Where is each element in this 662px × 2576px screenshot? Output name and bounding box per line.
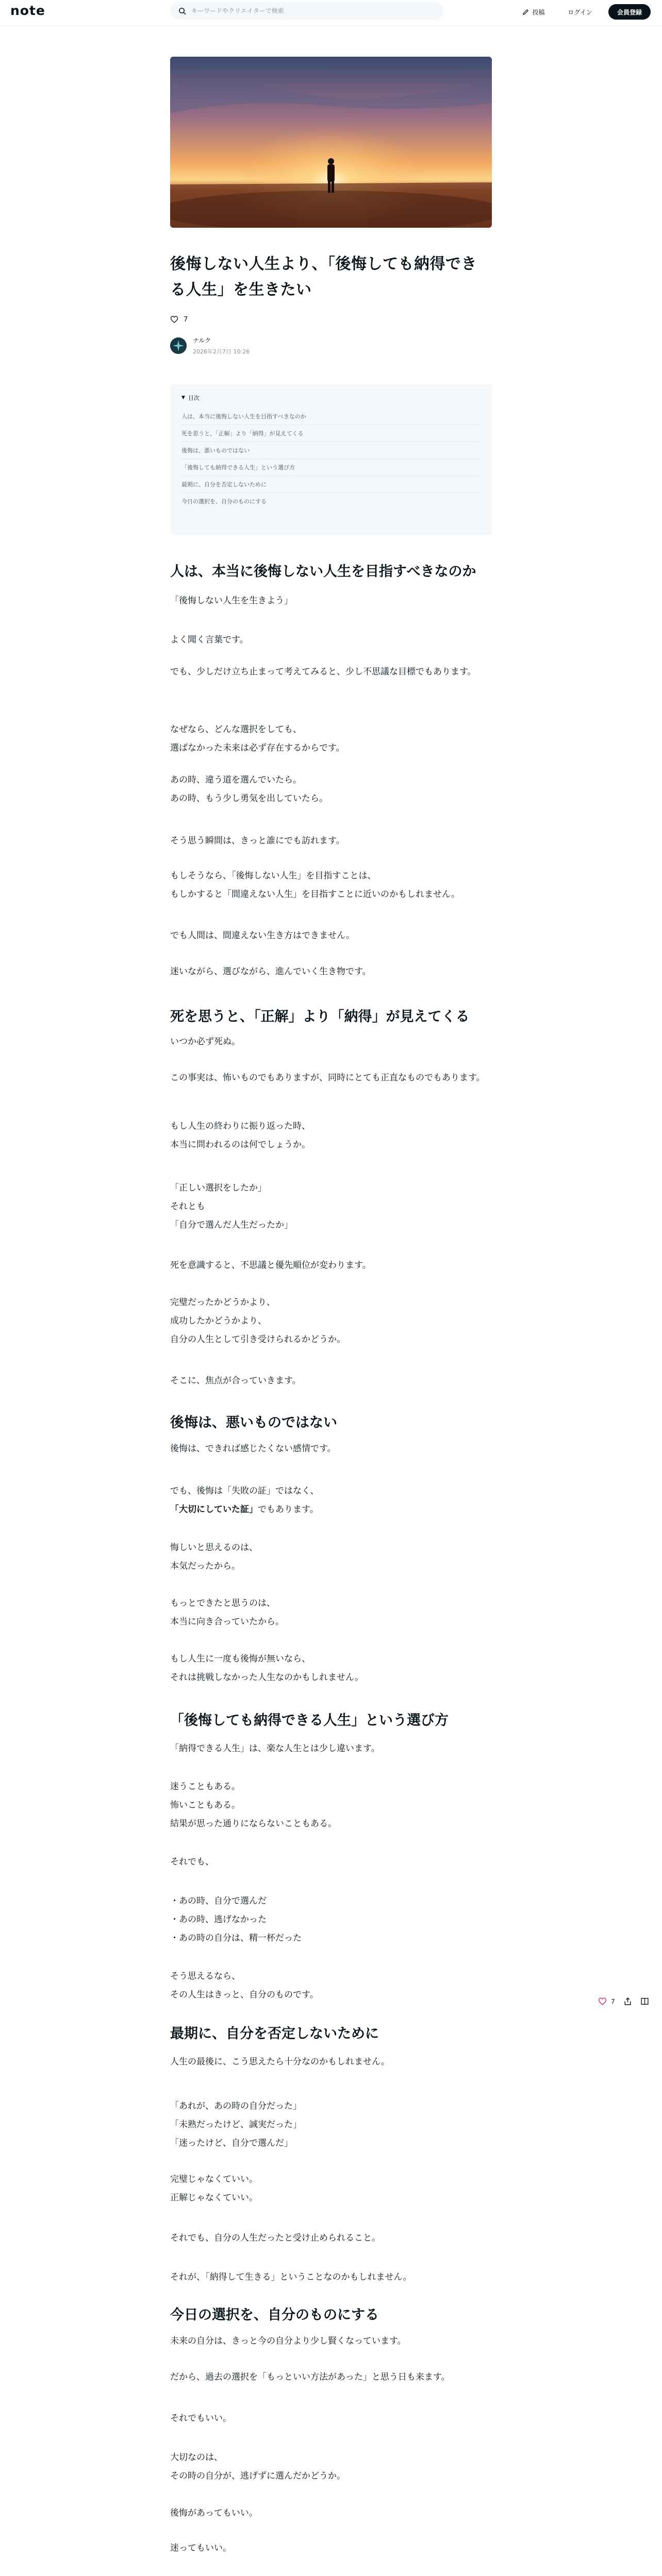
hero-image	[170, 57, 492, 228]
side-like-button[interactable]	[598, 1997, 607, 2006]
pencil-icon	[522, 9, 529, 15]
toc-item[interactable]: 「後悔しても納得できる人生」という選び方	[181, 459, 481, 476]
toc-toggle[interactable]	[181, 394, 481, 402]
signup-button[interactable]: 会員登録	[608, 4, 651, 20]
paragraph: なぜなら、どんな選択をしても、 選ばなかった未来は必ず存在するからです。	[170, 724, 345, 753]
side-share-button[interactable]	[623, 1997, 632, 2006]
paragraph: もっとできたと思うのは、 本当に向き合っていたから。	[170, 1598, 284, 1627]
paragraph: それでも、	[170, 1857, 214, 1867]
paragraph: それが、「納得して生きる」ということなのかもしれません。	[170, 2272, 412, 2282]
paragraph: だから、過去の選択を「もっといい方法があった」と思う日も来ます。	[170, 2372, 450, 2382]
paragraph: 「正しい選択をしたか」 それとも 「自分で選んだ人生だったか」	[170, 1183, 293, 1230]
author-name[interactable]: ナルク	[193, 337, 211, 344]
heart-outline-icon	[170, 315, 178, 324]
paragraph: それでもいい。	[170, 2413, 231, 2424]
article-title: 後悔しない人生より、「後悔しても納得できる人生」を生きたい	[170, 255, 477, 299]
paragraph: そう思う瞬間は、きっと誰にでも訪れます。	[170, 836, 345, 846]
search-input[interactable]	[191, 7, 439, 14]
paragraph: 死を意識すると、不思議と優先順位が変わります。	[170, 1260, 371, 1270]
post-button[interactable]	[516, 4, 552, 20]
toc-item[interactable]: 人は、本当に後悔しない人生を目指すべきなのか	[181, 408, 481, 425]
section-heading: 死を思うと、「正解」より「納得」が見えてくる	[170, 1009, 470, 1025]
paragraph: 完璧だったかどうかより、 成功したかどうかより、 自分の人生として引き受けられるかどうか。	[170, 1297, 345, 1345]
paragraph: 人生の最後に、こう思えたら十分なのかもしれません。	[170, 2057, 390, 2067]
section-heading: 今日の選択を、自分のものにする	[170, 2307, 379, 2323]
table-of-contents	[170, 384, 492, 535]
paragraph: ・あの時、自分で選んだ ・あの時、逃げなかった ・あの時の自分は、精一杯だった	[170, 1896, 302, 1943]
article-like-summary[interactable]	[170, 315, 492, 324]
toc-item[interactable]: 後悔は、悪いものではない	[181, 442, 481, 459]
paragraph: 「納得できる人生」は、楽な人生とは少し違います。	[170, 1743, 380, 1754]
author-avatar[interactable]	[170, 337, 187, 354]
paragraph: いつか必ず死ぬ。	[170, 1037, 240, 1047]
text-span: でも、後悔は「失敗の証」ではなく、	[170, 1486, 319, 1496]
side-magazine-button[interactable]	[640, 1997, 649, 2006]
side-like-count: 7	[611, 1997, 615, 2005]
author-byline[interactable]	[170, 335, 492, 357]
floating-action-bar	[598, 1997, 649, 2006]
like-count: 7	[184, 315, 188, 324]
paragraph: 「あれが、あの時の自分だった」 「未熟だったけど、誠実だった」 「迷ったけど、自分で選んだ」	[170, 2101, 302, 2148]
toc-item[interactable]: 今日の選択を、自分のものにする	[181, 498, 267, 505]
paragraph: でも人間は、間違えない生き方はできません。	[170, 930, 355, 941]
paragraph: この事実は、怖いものでもありますが、同時にとても正直なものでもあります。	[170, 1073, 485, 1083]
paragraph: 完璧じゃなくていい。 正解じゃなくていい。	[170, 2174, 258, 2203]
paragraph: 後悔は、できれば感じたくない感情です。	[170, 1444, 336, 1454]
paragraph: よく聞く言葉です。	[170, 635, 249, 645]
paragraph: 未来の自分は、きっと今の自分より少し賢くなっています。	[170, 2336, 406, 2346]
paragraph: 大切なのは、 その時の自分が、逃げずに選んだかどうか。	[170, 2452, 345, 2481]
section-heading: 人は、本当に後悔しない人生を目指すべきなのか	[170, 564, 476, 580]
note-logo[interactable]: note	[10, 3, 45, 18]
toc-item[interactable]: 最期に、自分を否定しないために	[181, 476, 481, 493]
text-span: でもあります。	[258, 1504, 319, 1515]
paragraph: 迷いながら、選びながら、進んでいく生き物です。	[170, 967, 371, 977]
paragraph	[170, 1482, 492, 1519]
share-icon	[623, 1997, 632, 2006]
search-icon	[178, 7, 186, 15]
paragraph: 「後悔しない人生を生きよう」	[170, 596, 293, 606]
paragraph: 後悔があってもいい。	[170, 2508, 258, 2518]
publish-date: 2026年2月7日 10:26	[193, 348, 250, 355]
magazine-icon	[640, 1997, 649, 2006]
post-label: 投稿	[532, 8, 545, 16]
login-button[interactable]: ログイン	[568, 8, 592, 16]
paragraph: そう思えるなら、 その人生はきっと、自分のものです。	[170, 1971, 319, 2000]
paragraph: もし人生に一度も後悔が無いなら、 それは挑戦しなかった人生なのかもしれません。	[170, 1654, 364, 1683]
paragraph: 迷うこともある。 怖いこともある。 結果が思った通りにならないこともある。	[170, 1782, 337, 1829]
caret-down-icon: ▼	[181, 395, 185, 400]
paragraph: でも、少しだけ立ち止まって考えてみると、少し不思議な目標でもあります。	[170, 667, 476, 677]
section-heading: 後悔は、悪いものではない	[170, 1415, 337, 1431]
paragraph: もし人生の終わりに振り返った時、 本当に問われるのは何でしょうか。	[170, 1121, 310, 1150]
paragraph: あの時、違う道を選んでいたら。 あの時、もう少し勇気を出していたら。	[170, 775, 328, 804]
paragraph: そこに、焦点が合っていきます。	[170, 1376, 301, 1386]
search-bar[interactable]	[170, 2, 443, 20]
toc-label: 目次	[188, 395, 200, 401]
paragraph: もしそうなら、「後悔しない人生」を目指すことは、 もしかすると「間違えない人生」を目指すことに近いのかもしれません。	[170, 871, 460, 900]
heart-icon	[598, 1997, 607, 2006]
paragraph: 悔しいと思えるのは、 本気だったから。	[170, 1543, 258, 1571]
toc-item[interactable]: 死を思うと、「正解」より「納得」が見えてくる	[181, 425, 481, 442]
section-heading: 最期に、自分を否定しないために	[170, 2026, 379, 2042]
paragraph: それでも、自分の人生だったと受け止められること。	[170, 2233, 380, 2243]
paragraph: 迷ってもいい。	[170, 2543, 231, 2553]
section-heading: 「後悔しても納得できる人生」という選び方	[170, 1713, 449, 1728]
bold-text: 「大切にしていた証」	[170, 1504, 258, 1515]
header	[0, 0, 662, 26]
